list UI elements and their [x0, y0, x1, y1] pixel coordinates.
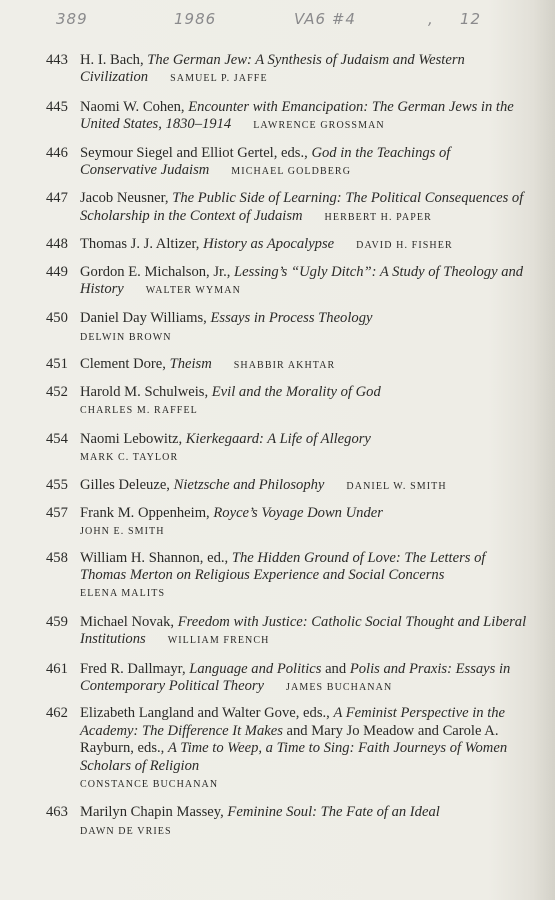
entry-author: Gordon E. Michalson, Jr., [80, 263, 231, 280]
entry-author: Michael Novak, [80, 613, 175, 630]
entry-text [80, 804, 528, 840]
entry-reviewer: MICHAEL GOLDBERG [231, 166, 352, 178]
entry-text [80, 505, 528, 541]
entry-text [80, 190, 528, 226]
review-entry [46, 145, 528, 181]
entry-text [80, 99, 528, 135]
review-entry [46, 550, 528, 603]
entry-author: Harold M. Schulweis, [80, 383, 209, 400]
review-entry [46, 52, 528, 88]
entry-title: A Feminist Perspective in the Academy: The Difference It Makes [80, 705, 506, 739]
entry-reviewer: LAWRENCE GROSSMAN [253, 120, 385, 132]
handwritten-volume: VA6 #4 [294, 10, 356, 28]
review-entry [46, 190, 528, 226]
entry-conjunction: and [325, 660, 347, 677]
entry-text [80, 431, 528, 467]
entry-text [80, 384, 528, 420]
entry-title: History as Apocalypse [203, 236, 335, 253]
entry-title: Feminine Soul: The Fate of an Ideal [227, 804, 440, 821]
entry-page-number: 463 [46, 804, 68, 821]
entry-title-second: Polis and Praxis: Essays in Contemporary Political Theory [80, 660, 511, 694]
entry-title-second: A Time to Weep, a Time to Sing: Faith Journeys of Women Scholars of Religion [80, 740, 508, 774]
handwritten-comma: , [428, 10, 434, 28]
entry-title: The German Jew: A Synthesis of Judaism and Western Civilization [80, 52, 465, 86]
review-entry [46, 236, 528, 254]
entry-text [80, 145, 528, 181]
entry-text [80, 264, 528, 300]
entry-page-number: 446 [46, 144, 68, 161]
entry-text [80, 614, 528, 650]
entry-title: Language and Politics [189, 660, 322, 677]
entry-page-number: 447 [46, 190, 68, 207]
entry-author: Thomas J. J. Altizer, [80, 236, 200, 253]
handwritten-number: 12 [460, 10, 482, 28]
entry-reviewer: DAVID H. FISHER [356, 240, 453, 252]
entry-text [80, 236, 528, 254]
entry-title: Kierkegaard: A Life of Allegory [185, 430, 371, 447]
entry-title: The Hidden Ground of Love: The Letters of Thomas Merton on Religious Experience and Social Concerns [80, 549, 486, 583]
entry-author: Jacob Neusner, [80, 190, 169, 207]
entry-author: Naomi Lebowitz, [80, 430, 183, 447]
entry-reviewer: CHARLES M. RAFFEL [80, 405, 198, 417]
entry-title: Evil and the Morality of God [211, 383, 381, 400]
entry-author: Frank M. Oppenheim, [80, 504, 210, 521]
review-entry [46, 356, 528, 374]
entry-reviewer: JOHN E. SMITH [80, 526, 165, 538]
entry-reviewer: DELWIN BROWN [80, 331, 172, 343]
entry-page-number: 459 [46, 613, 68, 630]
entry-author: Clement Dore, [80, 356, 166, 373]
entry-reviewer: ELENA MALITS [80, 588, 166, 600]
handwritten-page-number: 389 [56, 10, 88, 28]
entry-text [80, 52, 528, 88]
review-entry [46, 705, 528, 793]
entry-reviewer: CONSTANCE BUCHANAN [80, 779, 219, 790]
entry-page-number: 449 [46, 263, 68, 280]
entry-title: Theism [169, 356, 212, 373]
entry-text [80, 550, 528, 603]
entry-author: Naomi W. Cohen, [80, 98, 185, 115]
entry-page-number: 452 [46, 383, 68, 400]
entry-text [80, 477, 528, 495]
entry-title: Freedom with Justice: Catholic Social Thought and Liberal Institutions [80, 613, 527, 648]
entry-author: Fred R. Dallmayr, [80, 660, 186, 677]
entry-reviewer: SHABBIR AKHTAR [233, 360, 336, 372]
entry-text [80, 705, 528, 793]
entry-conjunction: and Mary Jo Meadow and Carole A. Rayburn, eds., [80, 722, 499, 757]
review-entry [46, 99, 528, 135]
handwritten-annotation [56, 6, 526, 36]
entry-text [80, 310, 528, 346]
review-entry [46, 310, 528, 346]
entry-reviewer: WILLIAM FRENCH [167, 635, 270, 647]
review-entry [46, 264, 528, 300]
entry-title: Nietzsche and Philosophy [173, 477, 325, 494]
review-entry [46, 384, 528, 420]
entry-title: God in the Teachings of Conservative Judaism [80, 144, 451, 179]
entry-page-number: 454 [46, 430, 68, 447]
entry-author: Elizabeth Langland and Walter Gove, eds., [80, 705, 330, 722]
entry-title: Encounter with Emancipation: The German Jews in the United States, 1830–1914 [80, 98, 514, 133]
review-entry [46, 804, 528, 840]
entry-author: Gilles Deleuze, [80, 477, 170, 494]
review-entry [46, 661, 528, 697]
entry-page-number: 450 [46, 310, 68, 327]
entry-reviewer: HERBERT H. PAPER [324, 211, 432, 223]
entry-page-number: 451 [46, 356, 68, 373]
entry-reviewer: MARK C. TAYLOR [80, 451, 179, 463]
entry-text [80, 356, 528, 374]
entry-page-number: 462 [46, 705, 68, 722]
entry-author: Seymour Siegel and Elliot Gertel, eds., [80, 144, 308, 161]
entry-page-number: 443 [46, 52, 68, 68]
review-entry [46, 431, 528, 467]
entry-title: The Public Side of Learning: The Political Consequences of Scholarship in the Context of Judaism [80, 190, 524, 224]
entry-reviewer: DAWN DE VRIES [80, 825, 172, 837]
entry-reviewer: SAMUEL P. JAFFE [170, 73, 268, 85]
entry-page-number: 458 [46, 549, 68, 566]
entry-reviewer: JAMES BUCHANAN [286, 681, 393, 693]
review-list [46, 52, 528, 840]
entry-author: William H. Shannon, ed., [80, 549, 229, 566]
entry-title: Lessing’s “Ugly Ditch”: A Study of Theology and History [80, 263, 524, 298]
entry-page-number: 448 [46, 236, 68, 253]
review-entry [46, 477, 528, 495]
entry-page-number: 455 [46, 477, 68, 494]
review-entry [46, 614, 528, 650]
handwritten-year: 1986 [174, 10, 217, 28]
entry-page-number: 457 [46, 504, 68, 521]
entry-author: Daniel Day Williams, [80, 310, 207, 327]
entry-title: Essays in Process Theology [210, 310, 373, 327]
entry-text [80, 661, 528, 697]
review-entry [46, 505, 528, 541]
entry-reviewer: DANIEL W. SMITH [346, 481, 447, 493]
entry-author: Marilyn Chapin Massey, [80, 804, 224, 821]
entry-page-number: 445 [46, 98, 68, 115]
entry-title: Royce’s Voyage Down Under [213, 504, 383, 521]
entry-reviewer: WALTER WYMAN [145, 285, 241, 297]
entry-page-number: 461 [46, 660, 68, 677]
entry-author: H. I. Bach, [80, 52, 144, 68]
